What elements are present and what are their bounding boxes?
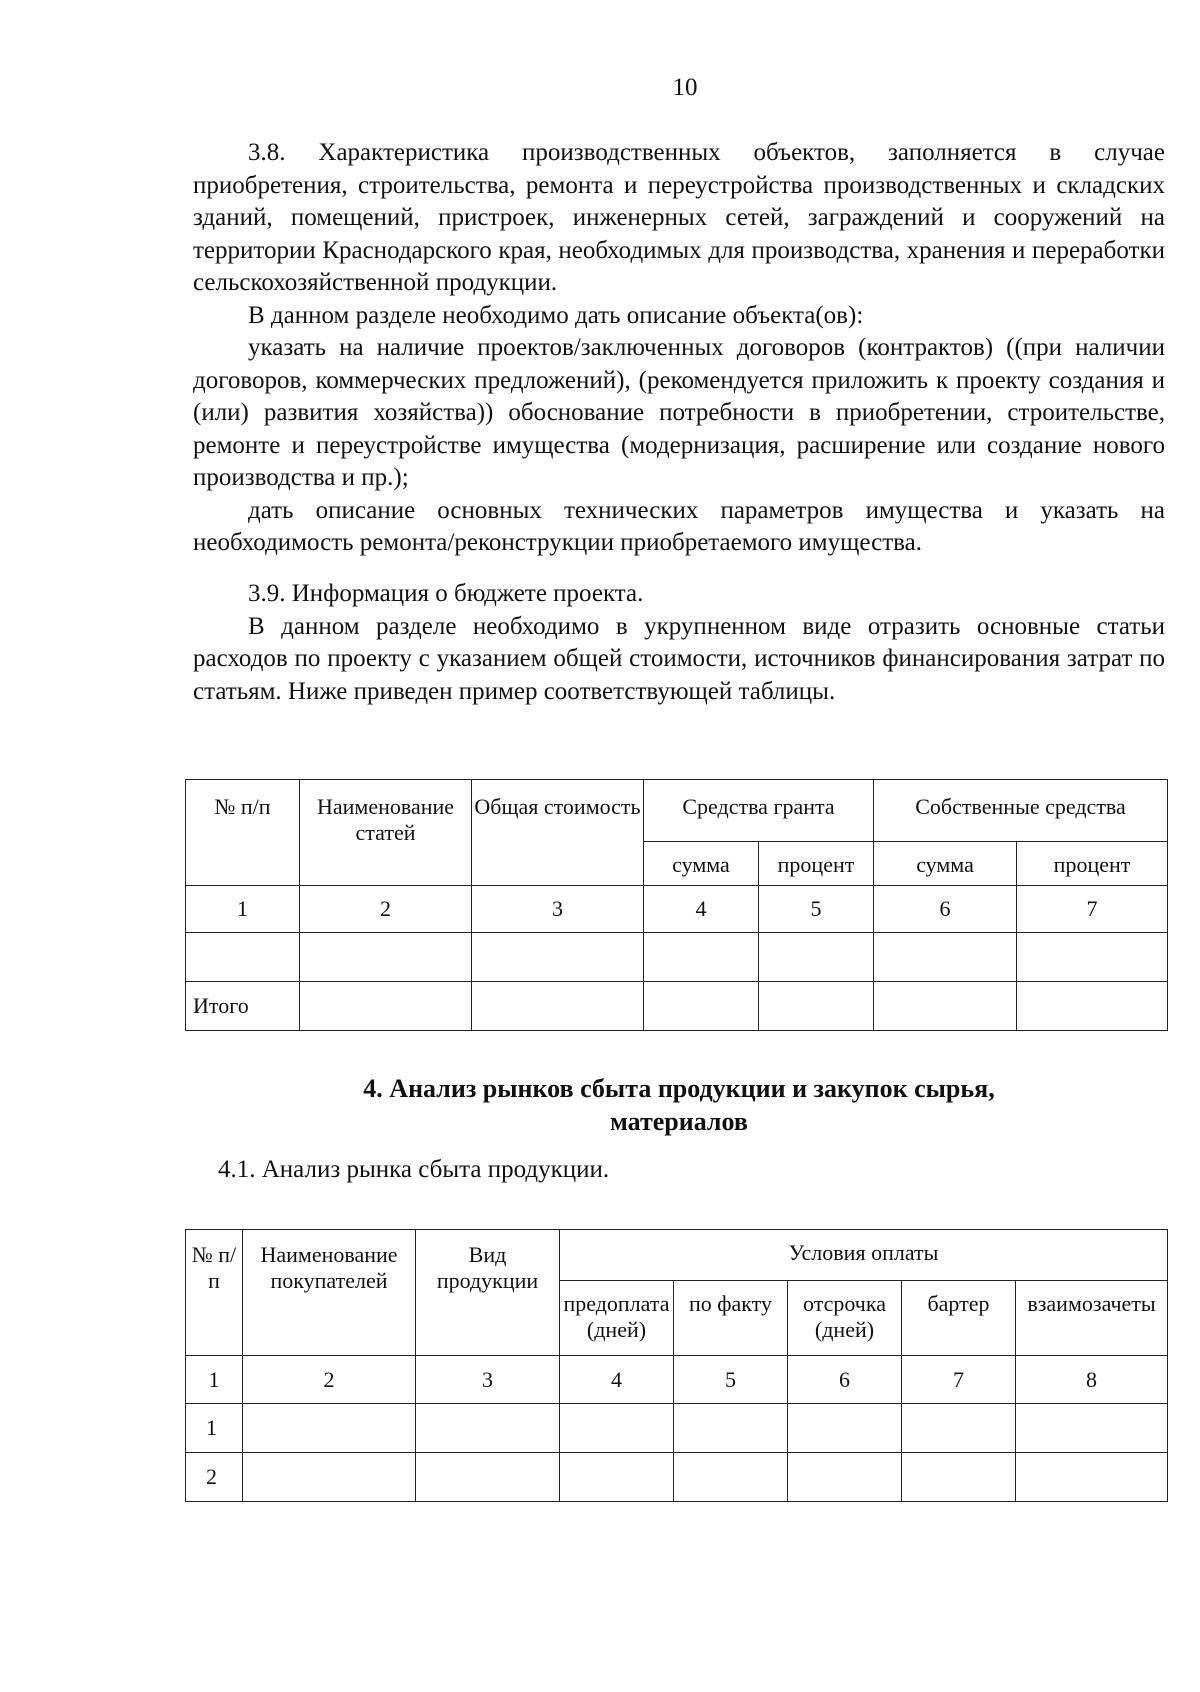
section-3-8-paragraph-4: дать описание основных технических параметров имущества и указать на необходимость ремонта/реконструкции приобретаемого имущества. (193, 496, 1165, 556)
budget-col-total: Общая стоимость (472, 780, 644, 886)
table-cell (186, 933, 300, 982)
section-3-8-paragraph-2: В данном разделе необходимо дать описание объекта(ов): (248, 301, 864, 329)
market-col-payment-terms: Условия оплаты (560, 1230, 1168, 1281)
budget-col-grant: Средства гранта (644, 780, 874, 842)
budget-total-label: Итого (186, 982, 300, 1031)
table-cell (874, 982, 1017, 1031)
page-number: 10 (672, 74, 698, 101)
table-cell (759, 982, 874, 1031)
market-number-row (186, 1356, 1168, 1404)
market-row (186, 1453, 1168, 1502)
budget-grant-percent: процент (759, 842, 874, 886)
table-cell (644, 982, 759, 1031)
table-cell (1017, 982, 1168, 1031)
market-number-cell: 7 (902, 1356, 1016, 1404)
budget-number-cell: 7 (1017, 886, 1168, 933)
market-row-index: 2 (186, 1453, 243, 1502)
market-table (185, 1229, 1168, 1502)
table-cell (674, 1453, 788, 1502)
budget-col-own: Собственные средства (874, 780, 1168, 842)
section-3-8-paragraph-3: указать на наличие проектов/заключенных договоров (контрактов) ((при наличии договоров, коммерческих предложений), (рекомендуется приложить к проекту создания и (или) развития хозяйства)) обоснование потребности в приобретении, строительстве, ремонте и переустройстве имущества (модернизация, расширение или создание нового производства и пр.); (193, 334, 1165, 491)
table-cell (472, 933, 644, 982)
budget-grant-sum: сумма (644, 842, 759, 886)
market-number-cell: 5 (674, 1356, 788, 1404)
section-3-8 (193, 137, 1165, 560)
budget-number-row (186, 886, 1168, 933)
table-cell (243, 1453, 416, 1502)
table-cell (416, 1453, 560, 1502)
table-cell (300, 982, 472, 1031)
table-cell (644, 933, 759, 982)
table-cell (788, 1404, 902, 1453)
market-col-product: Вид продукции (416, 1230, 560, 1356)
market-col-offset: взаимозачеты (1016, 1281, 1168, 1356)
budget-number-cell: 3 (472, 886, 644, 933)
table-cell (243, 1404, 416, 1453)
table-cell (472, 982, 644, 1031)
market-col-num: № п/п (186, 1230, 243, 1356)
section-3-9-title: 3.9. Информация о бюджете проекта. (248, 580, 644, 607)
table-cell (1016, 1453, 1168, 1502)
market-number-cell: 1 (186, 1356, 243, 1404)
table-cell (560, 1453, 674, 1502)
table-cell (416, 1404, 560, 1453)
table-cell (788, 1453, 902, 1502)
budget-col-num: № п/п (186, 780, 300, 886)
table-cell (560, 1404, 674, 1453)
budget-total-row (186, 982, 1168, 1031)
budget-own-percent: процент (1017, 842, 1168, 886)
market-number-cell: 6 (788, 1356, 902, 1404)
market-col-on-fact: по факту (674, 1281, 788, 1356)
budget-col-name: Наименование статей (300, 780, 472, 886)
table-cell (674, 1404, 788, 1453)
table-cell (759, 933, 874, 982)
market-col-deferral: отсрочка (дней) (788, 1281, 902, 1356)
table-cell (1017, 933, 1168, 982)
market-col-barter: бартер (902, 1281, 1016, 1356)
section-3-8-paragraph-1: 3.8. Характеристика производственных объектов, заполняется в случае приобретения, строительства, ремонта и переустройства производственных и складских зданий, помещений, пристроек, инженерных сетей, заграждений и сооружений на территории Краснодарского края, необходимых для производства, хранения и переработки сельскохозяйственной продукции. (193, 139, 1165, 296)
market-number-cell: 2 (243, 1356, 416, 1404)
section-3-9-paragraph: В данном разделе необходимо в укрупненном виде отразить основные статьи расходов по проекту с указанием общей стоимости, источников финансирования затрат по статьям. Ниже приведен пример соответствующей таблицы. (193, 612, 1165, 705)
table-cell (874, 933, 1017, 982)
section-4-heading-line-1: 4. Анализ рынков сбыта продукции и закупок сырья, (363, 1074, 995, 1103)
budget-table (185, 779, 1168, 1031)
section-4-heading (193, 1072, 1165, 1138)
table-cell (902, 1453, 1016, 1502)
market-number-cell: 4 (560, 1356, 674, 1404)
section-4-heading-line-2: материалов (610, 1107, 748, 1136)
budget-number-cell: 6 (874, 886, 1017, 933)
market-col-prepay: предоплата (дней) (560, 1281, 674, 1356)
budget-number-cell: 4 (644, 886, 759, 933)
market-col-buyers: Наименование покупателей (243, 1230, 416, 1356)
budget-number-cell: 5 (759, 886, 874, 933)
budget-number-cell: 2 (300, 886, 472, 933)
market-number-cell: 3 (416, 1356, 560, 1404)
table-cell (902, 1404, 1016, 1453)
budget-own-sum: сумма (874, 842, 1017, 886)
table-cell (300, 933, 472, 982)
budget-number-cell: 1 (186, 886, 300, 933)
market-row-index: 1 (186, 1404, 243, 1453)
section-3-9 (193, 578, 1165, 708)
table-cell (1016, 1404, 1168, 1453)
budget-empty-row (186, 933, 1168, 982)
market-number-cell: 8 (1016, 1356, 1168, 1404)
market-row (186, 1404, 1168, 1453)
section-4-1-title: 4.1. Анализ рынка сбыта продукции. (218, 1156, 610, 1183)
